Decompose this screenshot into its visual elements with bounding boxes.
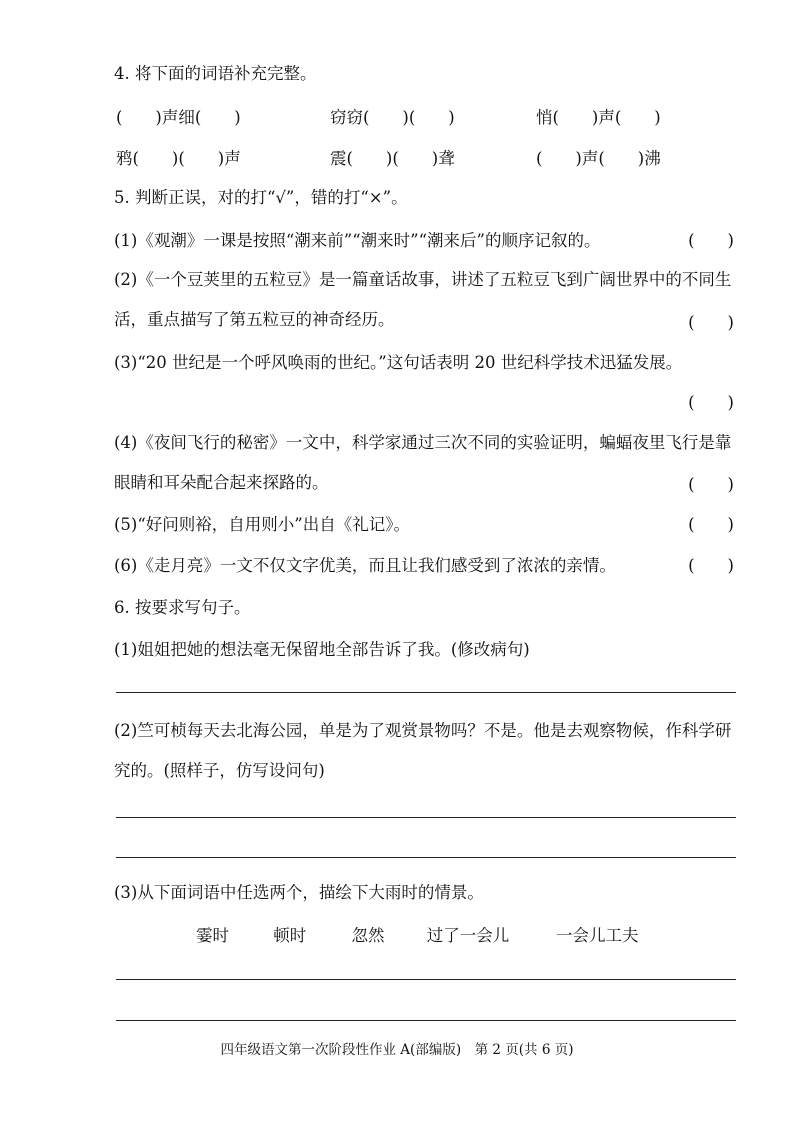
q5-answer-bracket-1[interactable]: ( ) bbox=[688, 231, 734, 250]
q5-item-2: (2)《一个豆荚里的五粒豆》是一篇童话故事，讲述了五粒豆飞到广阔世界中的不同生活，重点描写了第五粒豆的神奇经历。 bbox=[114, 270, 732, 329]
q6-sentence-2: (2)竺可桢每天去北海公园，单是为了观赏景物吗？不是。他是去观察物候，作科学研究的。(照样子，仿写设问句) bbox=[114, 721, 732, 780]
q5-item-1: (1)《观潮》一课是按照“潮来前”“潮来时”“潮来后”的顺序记叙的。 bbox=[114, 231, 601, 250]
q4-title: 4. 将下面的词语补充完整。 bbox=[114, 64, 317, 83]
answer-line-1[interactable] bbox=[116, 692, 736, 693]
answer-line-2[interactable] bbox=[116, 817, 736, 818]
q6-sentence-3: (3)从下面词语中任选两个，描绘下大雨时的情景。 bbox=[114, 883, 484, 902]
q6-sentence-1: (1)姐姐把她的想法毫无保留地全部告诉了我。(修改病句) bbox=[114, 640, 530, 659]
q4-row2-item1: 鸦( )( )声 bbox=[116, 149, 241, 168]
q5-answer-bracket-2[interactable]: ( ) bbox=[688, 313, 734, 332]
q5-item-6: (6)《走月亮》一文不仅文字优美，而且让我们感受到了浓浓的亲情。 bbox=[114, 556, 616, 575]
q5-answer-bracket-3[interactable]: ( ) bbox=[688, 393, 734, 412]
q5-answer-bracket-4[interactable]: ( ) bbox=[688, 475, 734, 494]
page-footer: 四年级语文第一次阶段性作业 A(部编版) 第 2 页(共 6 页) bbox=[220, 1042, 574, 1058]
q5-answer-bracket-5[interactable]: ( ) bbox=[688, 515, 734, 534]
q4-row1-item3: 悄( )声( ) bbox=[536, 108, 661, 127]
word-item: 过了一会儿 bbox=[426, 926, 510, 945]
answer-line-4[interactable] bbox=[116, 979, 736, 980]
word-item: 霎时 bbox=[196, 926, 229, 945]
word-item: 一会儿工夫 bbox=[556, 926, 639, 945]
q4-row2-item2: 震( )( )聋 bbox=[330, 149, 455, 168]
q5-title: 5. 判断正误，对的打“√”，错的打“×”。 bbox=[114, 188, 408, 207]
q5-item-4: (4)《夜间飞行的秘密》一文中，科学家通过三次不同的实验证明，蝙蝠夜里飞行是靠眼睛和耳朵配合起来探路的。 bbox=[114, 433, 732, 492]
q5-item-5: (5)“好问则裕，自用则小”出自《礼记》。 bbox=[114, 515, 410, 534]
answer-line-3[interactable] bbox=[116, 857, 736, 858]
answer-line-5[interactable] bbox=[116, 1020, 736, 1021]
word-item: 顿时 bbox=[273, 926, 307, 945]
q5-item-3: (3)“20 世纪是一个呼风唤雨的世纪。”这句话表明 20 世纪科学技术迅猛发展。 bbox=[114, 353, 683, 372]
q5-answer-bracket-6[interactable]: ( ) bbox=[688, 556, 734, 575]
q4-row2-item3: ( )声( )沸 bbox=[536, 149, 661, 168]
q4-row1-item1: ( )声细( ) bbox=[116, 108, 241, 127]
word-list bbox=[196, 922, 639, 946]
word-item: 忽然 bbox=[351, 926, 385, 945]
q6-title: 6. 按要求写句子。 bbox=[114, 598, 251, 617]
q4-row1-item2: 窃窃( )( ) bbox=[330, 108, 455, 127]
